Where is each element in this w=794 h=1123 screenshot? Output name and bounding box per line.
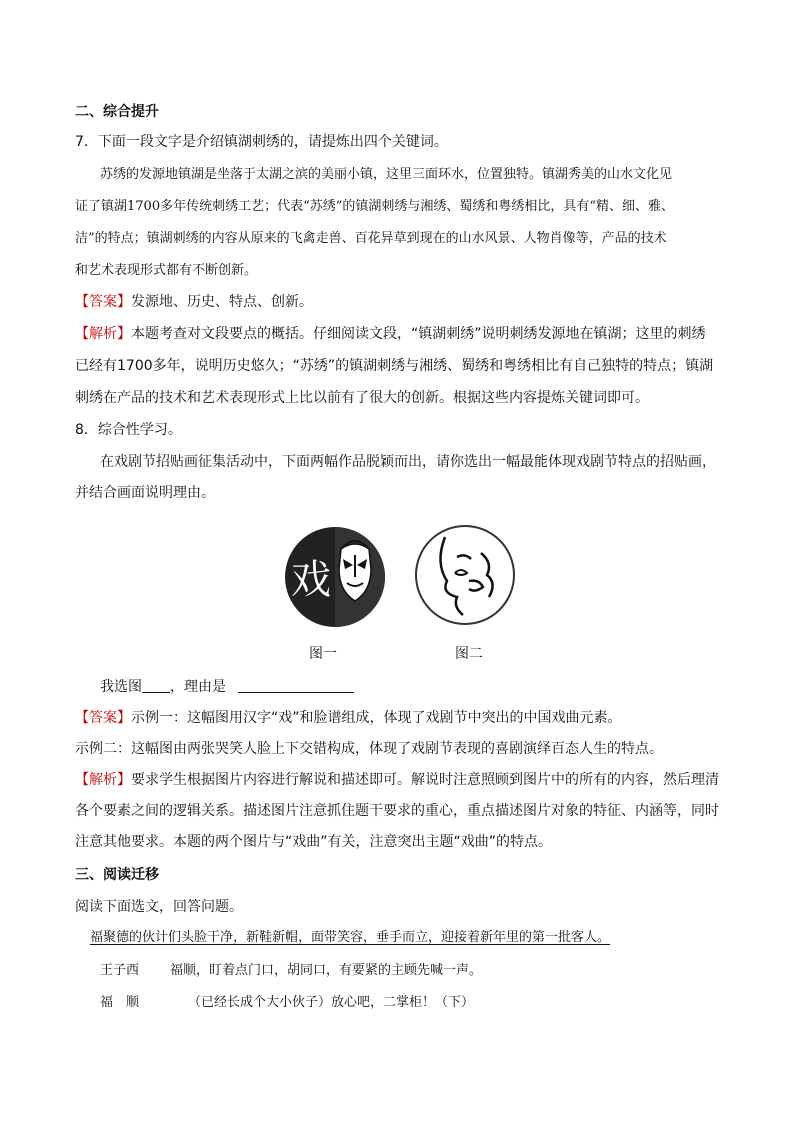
choose-prefix: 我选图 [100,679,142,695]
q8-intro-line: 并结合画面说明理由。 [75,485,215,501]
q8-analysis [75,769,719,791]
analysis-text: 要求学生根据图片内容进行解说和描述即可。解说时注意照顾到图片中的所有的内容，然后理清 [131,772,719,788]
excerpt-stage-direction: 福聚德的伙计们头脸干净，新鞋新帽，面带笑容，垂手而立，迎接着新年里的第一批客人。 [90,930,611,945]
choose-mid: ，理由是 [170,679,226,695]
dialogue-text: （已经长成个大小伙子）放心吧，二掌柜！（下） [188,995,475,1010]
q7-passage-line: 苏绣的发源地镇湖是坐落于太湖之滨的美丽小镇，这里三面环水，位置独特。镇湖秀美的山水文化见 [100,167,673,182]
speaker-name: 王子西 [100,963,140,978]
answer-tag: 【答案】 [75,710,131,726]
q7-analysis-line: 已经有1700多年，说明历史悠久；“苏绣”的镇湖刺绣与湘绣、蜀绣和粤绣相比有自己独特的特点；镇湖 [75,358,714,374]
section-3-title: 三、阅读迁移 [75,867,159,883]
reason-blank[interactable] [238,678,354,693]
q8-analysis-line: 各个要素之间的逻辑关系。描述图片注意抓住题干要求的重心，重点描述图片对象的特征、内涵等，同时 [75,803,719,819]
excerpt-dialogue [100,960,482,982]
analysis-tag: 【解析】 [75,326,131,342]
speaker-name: 福 顺 [100,995,140,1010]
q8-choose-line [100,676,354,698]
figure-2-caption: 图二 [455,646,483,662]
section-3-instruction: 阅读下面选文，回答问题。 [75,899,243,915]
answer-text: 发源地、历史、特点、创新。 [131,294,313,310]
answer-tag: 【答案】 [75,294,131,310]
q8-analysis-line: 注意其他要求。本题的两个图片与“戏曲”有关，注意突出主题“戏曲”的特点。 [75,834,553,850]
excerpt-dialogue [100,992,474,1014]
answer-text: 示例一：这幅图用汉字“戏”和脸谱组成，体现了戏剧节中突出的中国戏曲元素。 [131,710,622,726]
figure-1-opera-mask [283,525,387,629]
analysis-tag: 【解析】 [75,772,131,788]
q7-stem: 7．下面一段文字是介绍镇湖刺绣的，请提炼出四个关键词。 [75,134,448,150]
q7-analysis [75,323,706,345]
q8-stem: 8．综合性学习。 [75,422,182,438]
q7-passage-line: 洁”的特点；镇湖刺绣的内容从原来的飞禽走兽、百花异草到现在的山水风景、人物肖像等，产品的技术 [75,231,667,246]
dialogue-text: 福顺，盯着点门口，胡同口，有要紧的主顾先喊一声。 [170,963,483,978]
figure-2-two-faces [413,523,517,627]
q8-answer-line: 示例二：这幅图由两张哭笑人脸上下交错构成，体现了戏剧节表现的喜剧演绎百态人生的特点。 [75,741,663,757]
q7-analysis-line: 刺绣在产品的技术和艺术表现形式上比以前有了很大的创新。根据这些内容提炼关键词即可。 [75,390,649,406]
figure-1-char: 戏 [291,557,331,603]
q7-answer [75,291,313,313]
figure-choice-blank[interactable] [142,678,170,693]
analysis-text: 本题考查对文段要点的概括。仔细阅读文段，“镇湖刺绣”说明刺绣发源地在镇湖；这里的刺绣 [131,326,706,342]
section-2-title: 二、综合提升 [75,104,159,120]
q8-answer [75,707,622,729]
q8-intro-line: 在戏剧节招贴画征集活动中，下面两幅作品脱颖而出，请你选出一幅最能体现戏剧节特点的招贴画， [100,454,716,470]
figure-1-caption: 图一 [309,646,337,662]
q7-passage-line: 和艺术表现形式都有不断创新。 [75,263,258,278]
q7-passage-line: 证了镇湖1700多年传统刺绣工艺；代表“苏绣”的镇湖刺绣与湘绣、蜀绣和粤绣相比，具有“精、细、雅、 [75,199,675,214]
